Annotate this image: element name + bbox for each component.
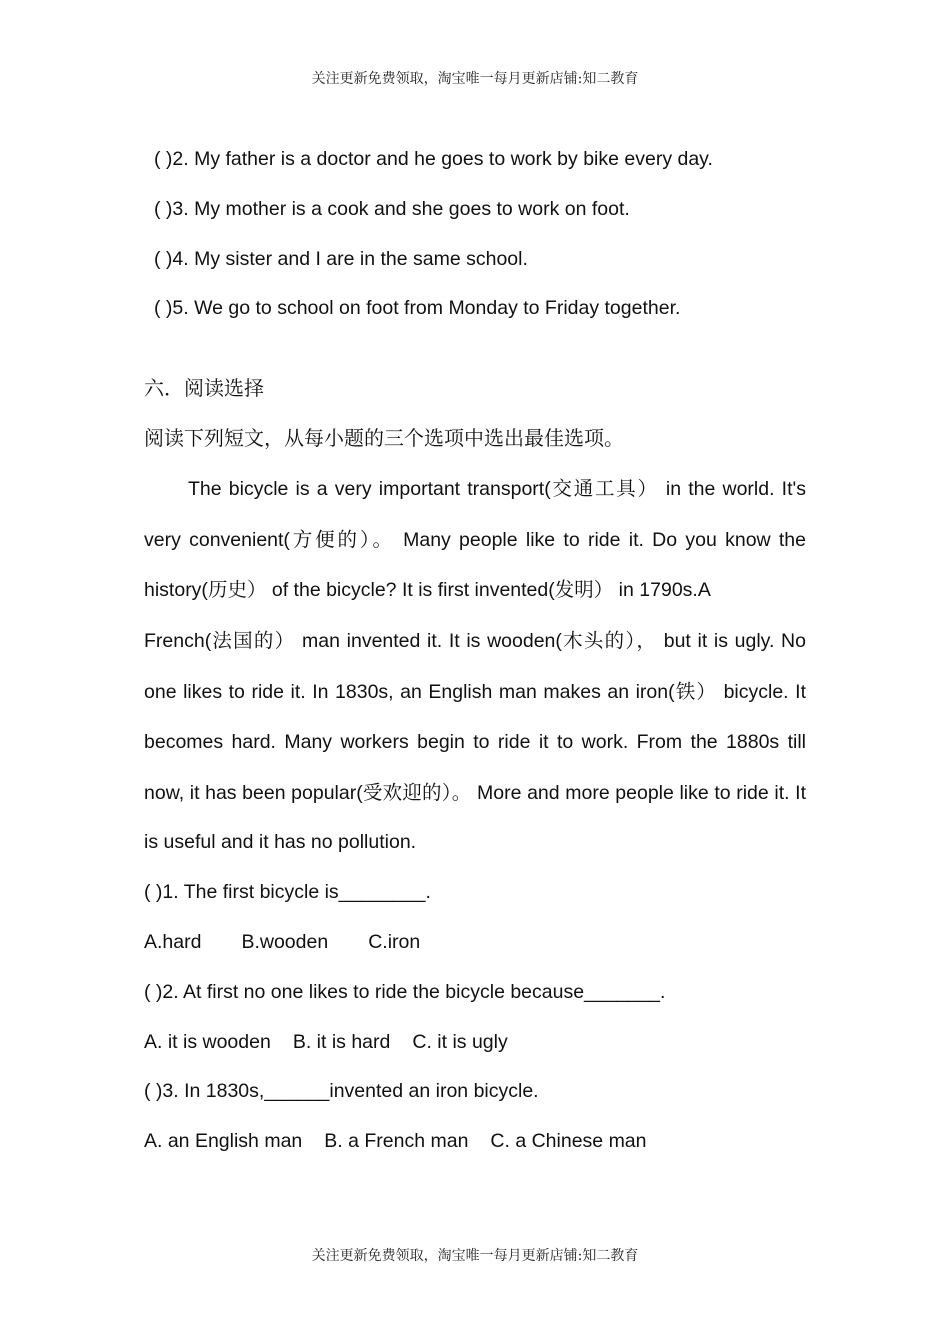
passage-gloss: 交通工具）: [550, 476, 659, 500]
true-false-item-5: ( )5. We go to school on foot from Monday to Friday together.: [154, 297, 681, 320]
option-b: B. it is hard: [292, 1030, 391, 1053]
page-content: [144, 135, 806, 1167]
page-header: 关注更新免费领取，淘宝唯一每月更新店铺:知二教育: [311, 71, 639, 87]
passage-gloss: 发明）: [554, 578, 614, 602]
passage-text: Many people like to ride it. Do you know the history(: [144, 528, 806, 602]
option-b: B.wooden: [241, 930, 329, 953]
true-false-item-3: ( )3. My mother is a cook and she goes to work on foot.: [154, 197, 630, 220]
question-3-stem: ( )3. In 1830s,______invented an iron bicycle.: [144, 1080, 539, 1103]
passage-gloss: 方便的）。: [289, 527, 395, 551]
passage-gloss: 铁）: [674, 679, 718, 703]
passage-paragraph-1: [144, 464, 806, 616]
passage-gloss: 受欢迎的）。: [362, 780, 472, 804]
option-a: A.hard: [144, 930, 202, 953]
question-2-stem: ( )2. At first no one likes to ride the bicycle because_______.: [144, 980, 666, 1003]
question-2-options: [144, 1018, 806, 1068]
section-gap: [144, 334, 806, 364]
passage-text: in 1790s.A: [613, 579, 711, 602]
passage-text: French(: [144, 630, 212, 653]
passage-text: bicycle. It becomes hard. Many workers begin to ride it to work. From the 1880s till now, it has been popular(: [144, 680, 806, 804]
option-a: A. it is wooden: [144, 1030, 271, 1053]
question-1-options: [144, 918, 806, 968]
true-false-item-2: ( )2. My father is a doctor and he goes to work by bike every day.: [154, 148, 713, 170]
option-c: C. a Chinese man: [490, 1130, 647, 1153]
passage-gloss: 历史）: [207, 578, 267, 602]
option-b: B. a French man: [324, 1130, 469, 1153]
passage-text: man invented it. It is wooden(: [295, 630, 562, 653]
question-1-stem: ( )1. The first bicycle is________.: [144, 881, 431, 904]
passage-paragraph-2: [144, 616, 806, 868]
passage-text: The bicycle is a very important transport(: [188, 477, 551, 500]
option-a: A. an English man: [144, 1130, 303, 1153]
passage-text: More and more people like to ride it. It is useful and it has no pollution.: [144, 781, 806, 854]
passage-text: in the world. It's very convenient(: [144, 477, 806, 551]
true-false-item-4: ( )4. My sister and I are in the same school.: [154, 247, 528, 270]
option-c: C.iron: [368, 930, 421, 953]
passage-text: but it is ugly. No one likes to ride it. In 1830s, an English man makes an iron(: [144, 630, 806, 703]
passage-gloss: 木头的），: [561, 629, 658, 653]
section-title: 六．阅读选择: [144, 376, 264, 401]
section-instruction: 阅读下列短文，从每小题的三个选项中选出最佳选项。: [144, 425, 624, 450]
passage-gloss: 法国的）: [211, 629, 296, 653]
page-footer: 关注更新免费领取，淘宝唯一每月更新店铺:知二教育: [311, 1248, 639, 1264]
option-c: C. it is ugly: [412, 1030, 508, 1053]
question-3-options: [144, 1117, 806, 1167]
passage-text: of the bicycle? It is first invented(: [266, 579, 555, 602]
